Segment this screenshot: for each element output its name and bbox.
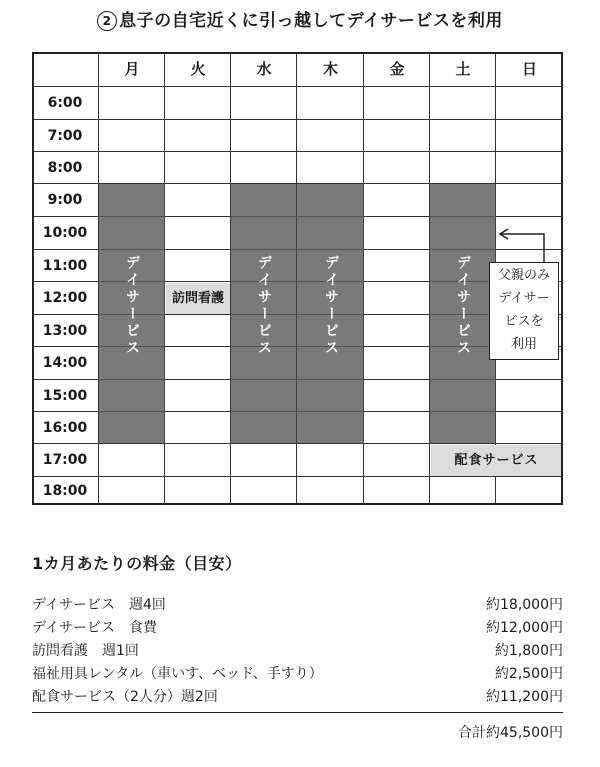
day-service-label-thu: デイサービス xyxy=(323,255,339,357)
day-service-label-mon: デイサービス xyxy=(124,255,140,357)
time-label: 14:00 xyxy=(42,355,88,371)
day-service-label-wed: デイサービス xyxy=(256,255,272,357)
fee-amount: 約18,000円 xyxy=(486,597,563,613)
fee-label: 福祉用具レンタル（車いす、ベッド、手すり） xyxy=(32,666,323,682)
day-header-wed: 水 xyxy=(256,60,272,78)
fee-amount: 約2,500円 xyxy=(494,666,563,682)
day-header-thu: 木 xyxy=(322,60,338,78)
fee-amount: 約12,000円 xyxy=(486,620,563,636)
day-header-tue: 火 xyxy=(190,60,206,78)
note-line: ビスを xyxy=(504,314,544,329)
fee-row xyxy=(32,686,563,708)
note-line: デイサー xyxy=(498,291,550,306)
time-label: 9:00 xyxy=(47,192,83,208)
time-label: 8:00 xyxy=(47,160,83,176)
fee-row xyxy=(32,640,563,662)
title-number: 2 xyxy=(97,11,117,31)
day-service-label-sat: デイサービス xyxy=(455,255,471,357)
time-label: 18:00 xyxy=(42,483,88,499)
fee-row xyxy=(32,594,563,616)
fee-amount: 約11,200円 xyxy=(486,689,563,705)
day-header-mon: 月 xyxy=(124,60,140,78)
day-header-fri: 金 xyxy=(389,60,405,78)
visit-nursing-block: 訪問看護 xyxy=(166,283,230,314)
time-label: 7:00 xyxy=(47,128,83,144)
fee-label: 配食サービス（2人分）週2回 xyxy=(32,689,218,705)
day-header-sat: 土 xyxy=(455,60,471,78)
time-label: 6:00 xyxy=(47,95,83,111)
fees-title: 1カ月あたりの料金（目安） xyxy=(32,554,242,573)
note-callout xyxy=(489,262,559,360)
total-divider xyxy=(32,712,563,713)
time-label: 15:00 xyxy=(42,388,88,404)
fee-label: デイサービス 週4回 xyxy=(32,597,166,613)
note-line: 父親のみ xyxy=(497,268,550,283)
meal-service-block: 配食サービス xyxy=(431,445,562,476)
fee-amount: 約1,800円 xyxy=(494,643,563,659)
fee-row xyxy=(32,617,563,639)
day-header-sun: 日 xyxy=(521,60,537,78)
fee-total: 合計約45,500円 xyxy=(458,725,563,741)
time-label: 16:00 xyxy=(42,420,88,436)
note-line: 利用 xyxy=(510,337,537,352)
title-text: 息子の自宅近くに引っ越してデイサービスを利用 xyxy=(119,11,503,31)
fee-label: デイサービス 食費 xyxy=(32,620,158,636)
fee-label: 訪問看護 週1回 xyxy=(32,643,139,659)
time-label: 17:00 xyxy=(42,452,88,468)
time-label: 10:00 xyxy=(42,225,88,241)
time-label: 12:00 xyxy=(42,290,88,306)
time-label: 11:00 xyxy=(42,258,88,274)
time-label: 13:00 xyxy=(42,323,88,339)
fee-row xyxy=(32,663,563,685)
